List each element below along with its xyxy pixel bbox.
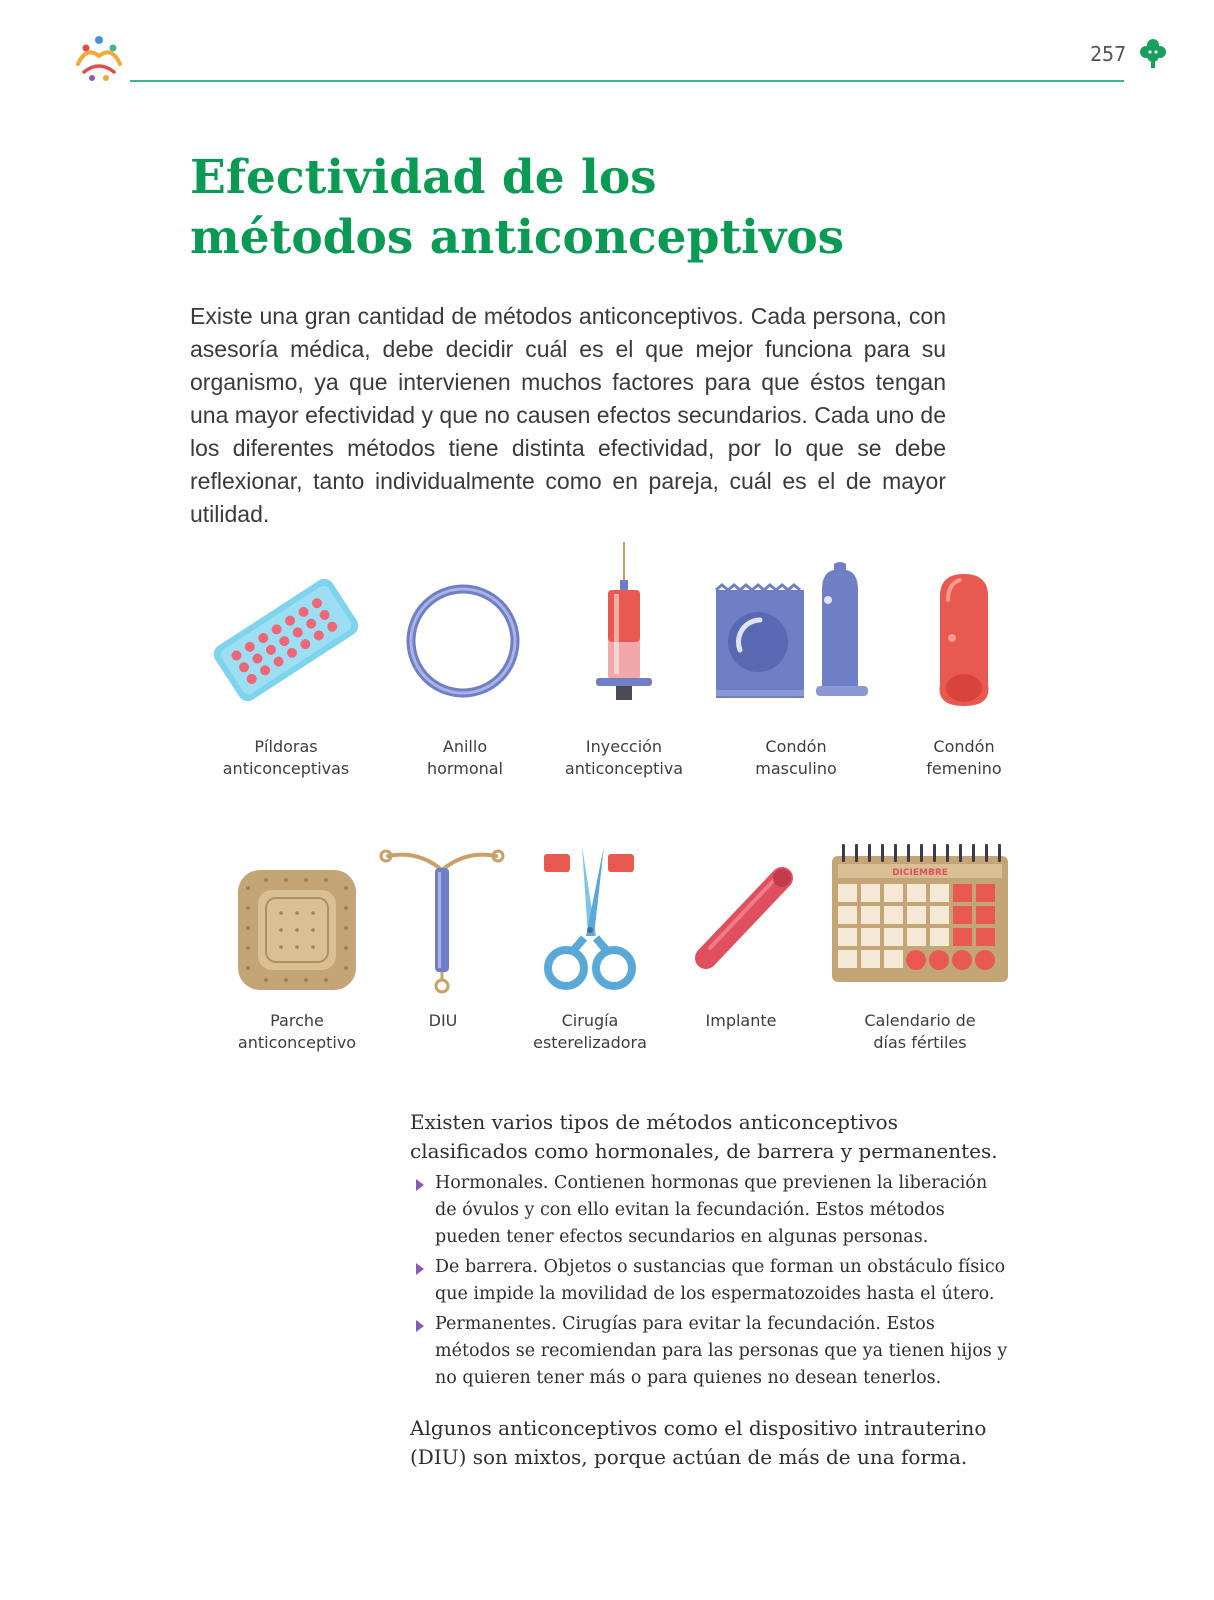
title-line-2: métodos anticonceptivos [190,210,845,265]
calendar-month-label: DICIEMBRE [892,868,948,878]
types-list [410,1170,1010,1392]
summary-intro: Existen varios tipos de métodos anticonceptivos clasificados como hormonales, de barrera y permanentes. [410,1110,998,1163]
list-item: Hormonales. Contienen hormonas que previenen la liberación de óvulos y con ello evitan la fecundación. Estos métodos pueden tener efectos secundarios en algunas personas. [410,1170,1010,1251]
label-implante: Implante [705,1011,777,1030]
label-cirugia: Cirugía esterelizadora [533,1011,647,1052]
title-line-1: Efectividad de los [190,150,657,205]
page-title [190,148,844,268]
label-inyeccion: Inyección anticonceptiva [564,737,684,778]
label-calendario: Calendario de días fértiles [864,1011,976,1052]
label-anillo: Anillo hormonal [427,737,503,778]
label-condon-masculino: Condón masculino [755,737,837,778]
page-number: 257 [1090,42,1127,66]
label-parche: Parche anticonceptivo [237,1011,357,1052]
list-item: De barrera. Objetos o sustancias que forman un obstáculo físico que impide la movilidad de los espermatozoides hasta el útero. [410,1254,1010,1308]
dancing-figures-logo [72,34,126,84]
summary-block [410,1108,1010,1472]
triangle-bullet-icon [416,1179,424,1191]
iud-icon [378,844,506,996]
label-pildoras: Píldoras anticonceptivas [222,737,350,778]
header-rule [130,80,1124,82]
patch-icon [236,868,358,992]
scissors-icon [542,844,638,994]
pill-pack-icon [210,570,362,710]
summary-closing: Algunos anticonceptivos como el dispositivo intrauterino (DIU) son mixtos, porque actúan de más de una forma. [410,1416,987,1469]
implant-icon [690,862,798,974]
tree-emblem-icon [1140,38,1166,68]
ring-icon [404,582,522,700]
calendar-icon [830,842,1010,984]
label-condon-femenino: Condón femenino [926,737,1002,778]
intro-paragraph: Existe una gran cantidad de métodos anticonceptivos. Cada persona, con asesoría médica, debe decidir cuál es el que mejor funciona para su organismo, ya que intervienen muchos factores para que éstos tengan una mayor efectividad y que no causen efectos secundarios. Cada uno de los diferentes métodos tiene distinta efectividad, por lo que se debe reflexionar, tanto individualmente como en pareja, cuál es el de mayor utilidad. [190,303,946,527]
male-condom-icon [714,558,872,702]
syringe-icon [596,540,652,702]
list-item: Permanentes. Cirugías para evitar la fecundación. Estos métodos se recomiendan para las personas que ya tienen hijos y no quieren tener más o para quienes no desean tenerlos. [410,1311,1010,1392]
female-condom-icon [932,568,996,710]
triangle-bullet-icon [416,1320,424,1332]
label-diu: DIU [428,1011,458,1030]
triangle-bullet-icon [416,1263,424,1275]
